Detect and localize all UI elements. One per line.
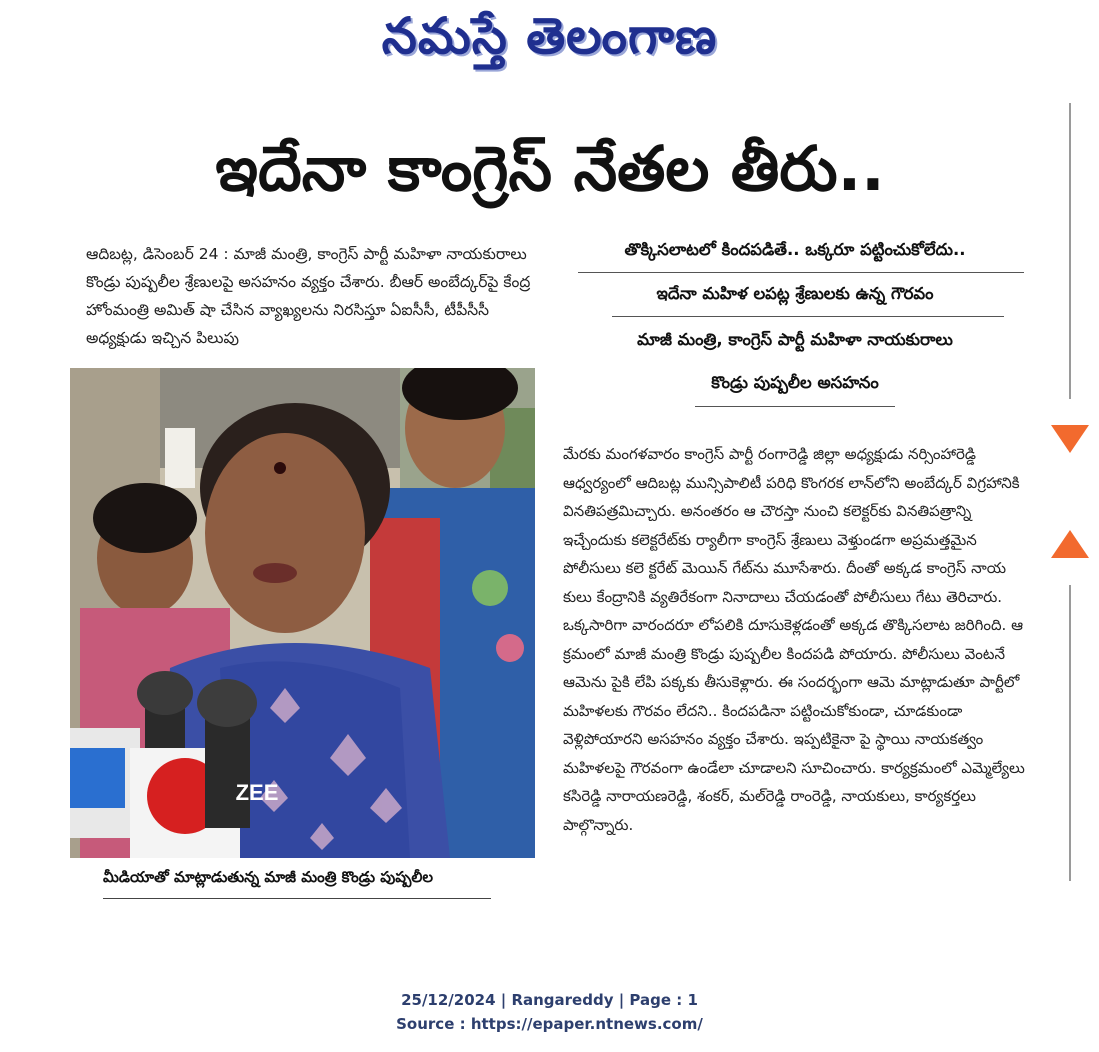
article-headline: ఇదేనా కాంగ్రెస్ నేతల తీరు..	[215, 132, 885, 205]
side-heading-4: కొండ్రు పుష్పలీల అసహనం	[711, 373, 879, 392]
article-photo	[70, 368, 535, 858]
side-heading-divider	[612, 316, 1004, 317]
scroll-up-arrow-icon[interactable]	[1051, 530, 1089, 558]
side-heading-divider	[695, 406, 895, 407]
caption-divider	[103, 898, 491, 899]
page-footer	[0, 988, 1099, 1036]
masthead	[0, 0, 1099, 85]
footer-date-edition: 25/12/2024 | Rangareddy | Page : 1	[401, 991, 698, 1009]
page-edge-line	[1069, 585, 1071, 881]
newspaper-logo: నమస్తే తెలంగాణ	[381, 7, 718, 65]
side-heading-2: ఇదేనా మహిళ లపట్ల శ్రేణులకు ఉన్న గౌరవం	[656, 284, 934, 303]
photo-illustration	[70, 368, 535, 858]
scroll-down-arrow-icon[interactable]	[1051, 425, 1089, 453]
article-intro: ఆదిబట్ల, డిసెంబర్ 24 : మాజీ మంత్రి, కాంగ్రెస్ పార్టీ మహిళా నాయకురాలు కొండ్రు పుష్పలీల శ్రేణులపై అసహనం వ్యక్తం చేశారు. బీఆర్ అంబేద్కర్‌పై కేంద్ర హోంమంత్రి అమిత్ షా చేసిన వ్యాఖ్యలను నిరసిస్తూ ఏఐసీసీ, టీపీసీసీ అధ్యక్షుడు ఇచ్చిన పిలుపు	[86, 245, 531, 347]
zee-mic-label: ZEE	[235, 780, 279, 805]
photo-caption: మీడియాతో మాట్లాడుతున్న మాజీ మంత్రి కొండ్రు పుష్పలీల	[103, 868, 433, 886]
article-body: మేరకు మంగళవారం కాంగ్రెస్ పార్టీ రంగారెడ్డి జిల్లా అధ్యక్షుడు నర్సింహారెడ్డి ఆధ్వర్యంలో ఆదిబట్ల మున్సిపాలిటీ పరిధి కొంగరక లాన్‌లోని అంబేద్కర్ విగ్రహానికి వినతిపత్రమిచ్చారు. అనంతరం ఆ చౌరస్తా నుంచి కలెక్టర్‌కు వినతిపత్రాన్ని ఇచ్చేందుకు కలెక్టరేట్‌కు ర్యాలీగా కాంగ్రెస్ శ్రేణులు వెళ్తుండగా అప్రమత్తమైన పోలీసులు కలె క్టరేట్ మెయిన్ గేట్‌ను మూసేశారు. దీంతో అక్కడ కాంగ్రెస్ నాయ కులు కేంద్రానికి వ్యతిరేకంగా నినాదాలు చేయడంతో పోలీసులు గేటు తెరిచారు. ఒక్కసారిగా వారందరూ లోపలికి దూసుకెళ్లడంతో అక్కడ తొక్కిసలాట జరిగింది. ఆ క్రమంలో మాజీ మంత్రి కొండ్రు పుష్పలీల కిందపడి పోయారు. పోలీసులు వెంటనే ఆమెను పైకి లేపి పక్కకు తీసుకెళ్లారు. ఈ సందర్భంగా ఆమె మాట్లాడుతూ పార్టీలో మహిళలకు గౌరవం లేదని.. కిందపడినా పట్టించుకోకుండా, చూడకుండా వెళ్లిపోయారని అసహనం వ్యక్తం చేశారు. ఇప్పటికైనా పై స్థాయి నాయకత్వం మహిళలపై గౌరవంగా ఉండేలా చూడాలని సూచించారు. కార్యక్రమంలో ఎమ్మెల్యేలు కసిరెడ్డి నారాయణరెడ్డి, శంకర్, మల్‌రెడ్డి రాంరెడ్డి, నాయకులు, కార్యకర్తలు పాల్గొన్నారు.	[563, 445, 1025, 834]
side-heading-1: తొక్కిసలాటలో కిందపడితే.. ఒక్కరూ పట్టించుకోలేదు..	[624, 240, 966, 259]
side-heading-3: మాజీ మంత్రి, కాంగ్రెస్ పార్టీ మహిళా నాయకురాలు	[637, 330, 953, 349]
page-edge-line	[1069, 103, 1071, 399]
side-heading-divider	[578, 272, 1024, 273]
footer-source-link[interactable]: Source : https://epaper.ntnews.com/	[396, 1015, 703, 1033]
